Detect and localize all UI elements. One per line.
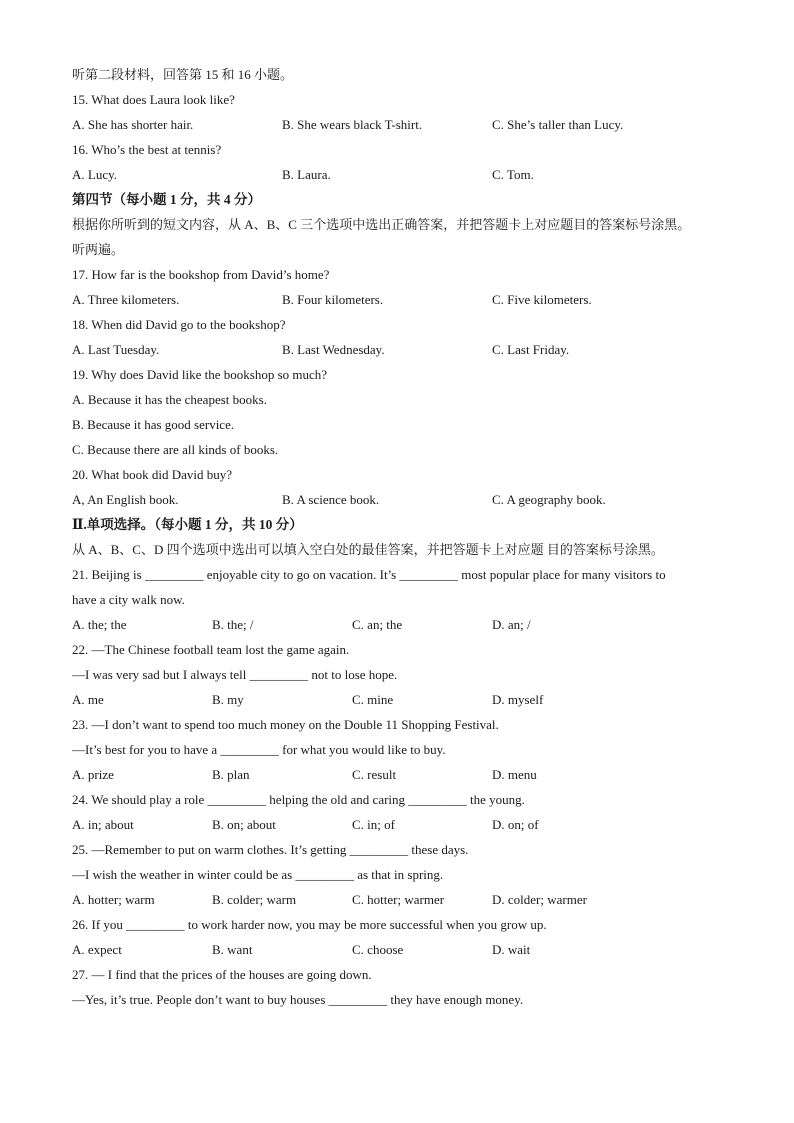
text-line: 19. Why does David like the bookshop so much? (72, 367, 328, 382)
text-line: 26. If you _________ to work harder now, you may be more successful when you grow up. (72, 917, 547, 932)
text-line: 15. What does Laura look like? (72, 92, 235, 107)
text-line: 21. Beijing is _________ enjoyable city to go on vacation. It’s _________ most popular place for many visitors to (72, 567, 666, 582)
answer-option: A. the; the (72, 617, 127, 632)
options-row (72, 937, 732, 962)
answer-option: B. colder; warm (212, 892, 297, 907)
options-row (72, 687, 732, 712)
answer-option: C. choose (352, 942, 404, 957)
answer-option: D. menu (492, 767, 537, 782)
answer-option: A. in; about (72, 817, 134, 832)
exam-page (72, 62, 732, 1012)
answer-option: C. mine (352, 692, 394, 707)
answer-option: A. me (72, 692, 104, 707)
text-line: 22. —The Chinese football team lost the game again. (72, 642, 350, 657)
answer-option: A. hotter; warm (72, 892, 155, 907)
answer-option: B. She wears black T-shirt. (282, 117, 423, 132)
answer-option: A. prize (72, 767, 114, 782)
answer-option: A. expect (72, 942, 122, 957)
text-line: 根据你所听到的短文内容，从 A、B、C 三个选项中选出正确答案，并把答题卡上对应题目的答案标号涂黑。 (72, 217, 691, 232)
answer-option: C. Five kilometers. (492, 292, 592, 307)
text-line: —Yes, it’s true. People don’t want to buy houses _________ they have enough money. (72, 992, 524, 1007)
answer-option: A. She has shorter hair. (72, 117, 194, 132)
answer-option: C. in; of (352, 817, 395, 832)
answer-option: C. A geography book. (492, 492, 606, 507)
answer-option: A, An English book. (72, 492, 179, 507)
options-row (72, 612, 732, 637)
answer-option: B. A science book. (282, 492, 380, 507)
text-line: C. Because there are all kinds of books. (72, 442, 279, 457)
answer-option: D. myself (492, 692, 544, 707)
answer-option: B. my (212, 692, 244, 707)
answer-option: D. on; of (492, 817, 539, 832)
section-heading: Ⅱ.单项选择。（每小题 1 分，共 10 分） (72, 517, 303, 532)
options-row (72, 762, 732, 787)
answer-option: A. Last Tuesday. (72, 342, 160, 357)
options-row (72, 162, 732, 187)
options-row (72, 287, 732, 312)
answer-option: D. an; / (492, 617, 531, 632)
answer-option: C. hotter; warmer (352, 892, 445, 907)
text-line: 16. Who’s the best at tennis? (72, 142, 222, 157)
answer-option: B. the; / (212, 617, 254, 632)
text-line: —It’s best for you to have a _________ for what you would like to buy. (72, 742, 446, 757)
options-row (72, 812, 732, 837)
options-row (72, 487, 732, 512)
answer-option: B. plan (212, 767, 250, 782)
answer-option: B. Last Wednesday. (282, 342, 385, 357)
answer-option: C. Tom. (492, 167, 534, 182)
text-line: 18. When did David go to the bookshop? (72, 317, 286, 332)
text-line: B. Because it has good service. (72, 417, 235, 432)
text-line: A. Because it has the cheapest books. (72, 392, 267, 407)
text-line: 从 A、B、C、D 四个选项中选出可以填入空白处的最佳答案，并把答题卡上对应题 目的答案标号涂黑。 (72, 542, 664, 557)
options-row (72, 112, 732, 137)
answer-option: B. Laura. (282, 167, 331, 182)
text-line: —I wish the weather in winter could be as _________ as that in spring. (72, 867, 444, 882)
answer-option: B. Four kilometers. (282, 292, 384, 307)
answer-option: C. result (352, 767, 397, 782)
options-row (72, 887, 732, 912)
answer-option: D. colder; warmer (492, 892, 587, 907)
text-line: have a city walk now. (72, 592, 185, 607)
answer-option: C. Last Friday. (492, 342, 570, 357)
text-line: 听第二段材料，回答第 15 和 16 小题。 (72, 67, 294, 82)
text-line: 听两遍。 (72, 242, 125, 257)
answer-option: B. on; about (212, 817, 276, 832)
text-line: 25. —Remember to put on warm clothes. It’s getting _________ these days. (72, 842, 469, 857)
answer-option: A. Lucy. (72, 167, 118, 182)
section-heading: 第四节（每小题 1 分，共 4 分） (72, 192, 261, 207)
text-line: 20. What book did David buy? (72, 467, 233, 482)
answer-option: B. want (212, 942, 253, 957)
answer-option: C. an; the (352, 617, 403, 632)
text-line: —I was very sad but I always tell _________ not to lose hope. (72, 667, 398, 682)
answer-option: A. Three kilometers. (72, 292, 180, 307)
text-line: 27. — I find that the prices of the houses are going down. (72, 967, 372, 982)
answer-option: C. She’s taller than Lucy. (492, 117, 624, 132)
options-row (72, 337, 732, 362)
text-line: 23. —I don’t want to spend too much money on the Double 11 Shopping Festival. (72, 717, 499, 732)
text-line: 17. How far is the bookshop from David’s home? (72, 267, 330, 282)
text-line: 24. We should play a role _________ helping the old and caring _________ the young. (72, 792, 525, 807)
answer-option: D. wait (492, 942, 531, 957)
